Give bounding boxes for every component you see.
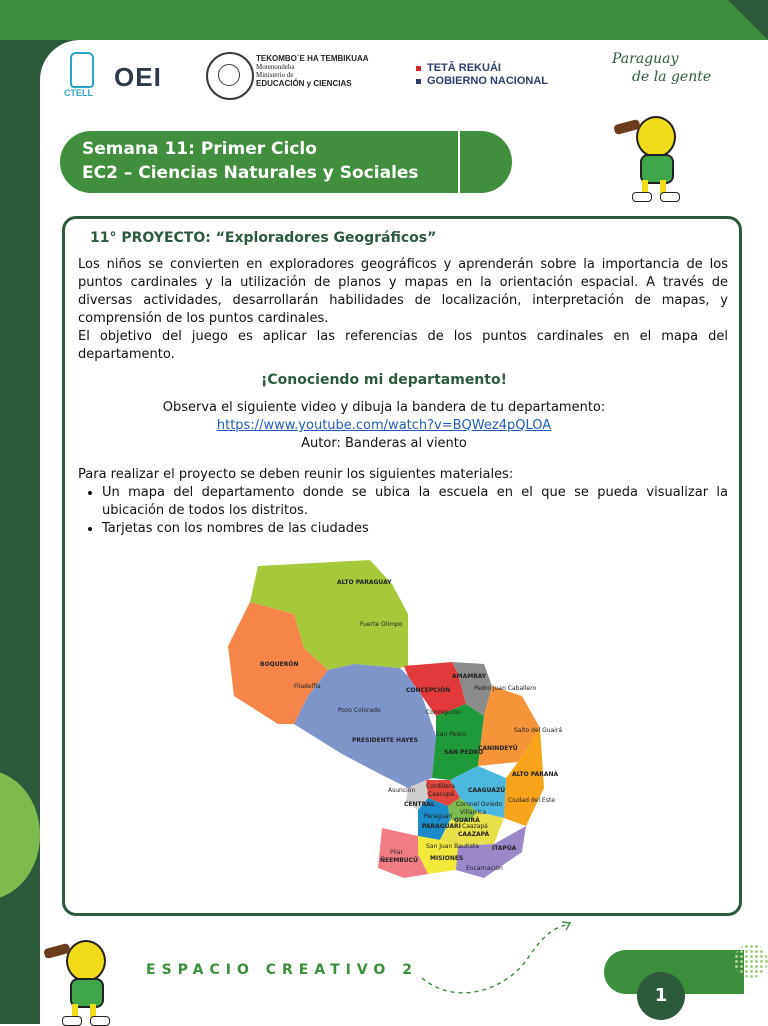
left-bottom-decoration	[0, 900, 40, 1024]
map-city-label: Pilar	[390, 849, 403, 856]
map-city-label: Concepción	[426, 709, 461, 716]
section-subtitle: ¡Conociendo mi departamento!	[261, 372, 507, 388]
project-paragraph-1: Los niños se convierten en exploradores geográficos y aprenderán sobre la importancia de los puntos cardinales y la utilización de planos y mapas en la orientación espacial. A través de diversas actividades, desarrollarán habilidades de localización, interpretación de mapas, y comprensión de los puntos cardinales.	[78, 257, 728, 326]
paraguay-map-svg	[222, 556, 563, 886]
map-city-label: Filadelfia	[294, 683, 321, 690]
brand-line1: Paraguay	[612, 51, 679, 67]
ministry-logo	[256, 54, 369, 88]
map-label: CENTRAL	[404, 801, 435, 808]
map-label: ÑEEMBUCÚ	[380, 857, 418, 864]
dashed-arrow-decoration	[418, 918, 578, 1002]
map-label: CAAZAPÁ	[458, 831, 490, 838]
explorer-mascot-illustration-bottom	[44, 936, 124, 1026]
government-logo	[416, 62, 548, 88]
brand-line2: de la gente	[632, 69, 712, 85]
materials-list	[78, 484, 728, 538]
map-label: Cordillera	[426, 783, 455, 790]
logo-bar	[60, 44, 720, 110]
map-city-label: Coronel Oviedo	[456, 801, 503, 808]
map-label: CANINDEYÚ	[478, 745, 518, 752]
oei-logo: OEI	[114, 62, 162, 92]
ministry-line3: Ministerio de	[256, 71, 294, 79]
map-label: AMAMBAY	[452, 673, 487, 680]
map-city-label: Pozo Colorado	[338, 707, 381, 714]
page-number: 1	[637, 972, 685, 1020]
map-city-label: Paraguarí	[424, 813, 453, 820]
hand-icon	[70, 52, 94, 88]
video-link[interactable]: https://www.youtube.com/watch?v=BQWez4pQLOA	[216, 418, 552, 433]
explorer-mascot-illustration	[614, 112, 694, 202]
map-city-label: Villarrica	[460, 809, 487, 816]
national-seal-icon	[206, 52, 254, 100]
map-label: PARAGUARÍ	[422, 823, 461, 830]
project-title: 11° PROYECTO: “Exploradores Geográficos”	[90, 230, 437, 246]
project-paragraph-2: El objetivo del juego es aplicar las referencias de los puntos cardinales en el mapa del departamento.	[78, 329, 728, 362]
map-label: SAN PEDRO	[444, 749, 484, 756]
footer-label: ESPACIO CREATIVO 2	[146, 962, 418, 978]
map-label: ITAPÚA	[492, 845, 517, 852]
map-label: ALTO PARAGUAY	[337, 579, 392, 586]
map-label: ALTO PARANÁ	[512, 771, 559, 778]
ctell-label: CTELL	[64, 88, 93, 98]
list-item: • Tarjetas con los nombres de las ciudades	[102, 520, 728, 538]
red-square-icon	[416, 66, 421, 71]
dots-decoration	[734, 944, 768, 978]
materials-intro: Para realizar el proyecto se deben reunir los siguientes materiales:	[78, 467, 514, 482]
ministry-line1: TEKOMBO´E HA TEMBIKUAA	[256, 54, 369, 63]
week-title: Semana 11: Primer Ciclo	[82, 139, 317, 159]
map-city-label: Fuerte Olimpo	[360, 621, 403, 628]
map-city-label: Caazapá	[462, 823, 488, 830]
map-label: CAAGUAZÚ	[468, 787, 506, 794]
map-label: PRESIDENTE HAYES	[352, 737, 418, 744]
map-city-label: Salto del Guairá	[514, 727, 563, 734]
map-city-label: San Juan Bautista	[426, 843, 479, 850]
map-label: BOQUERÓN	[260, 661, 299, 668]
blue-square-icon	[416, 79, 421, 84]
map-label: GUAIRÁ	[454, 817, 480, 824]
map-city-label: Pedro Juan Caballero	[474, 685, 537, 692]
gov-line2: GOBIERNO NACIONAL	[427, 75, 548, 87]
course-title: EC2 – Ciencias Naturales y Sociales	[82, 163, 419, 183]
paraguay-brand-logo	[612, 50, 711, 86]
map-city-label: Caacupé	[428, 791, 455, 798]
map-city-label: Asunción	[388, 787, 416, 794]
video-instruction: Observa el siguiente video y dibuja la bandera de tu departamento:	[162, 400, 606, 415]
video-author: Autor: Banderas al viento	[301, 436, 467, 451]
corner-decoration	[728, 0, 768, 40]
top-strip	[0, 0, 768, 40]
week-banner-text	[82, 137, 419, 185]
map-label: MISIONES	[430, 855, 464, 862]
ctell-logo	[64, 50, 96, 106]
gov-line1: TETÃ REKUÁI	[427, 62, 501, 74]
map-label: CONCEPCIÓN	[406, 687, 451, 694]
ministry-line4: EDUCACIÓN y CIENCIAS	[256, 79, 352, 88]
ministry-line2: Motenondeha	[256, 63, 295, 71]
map-city-label: Encarnación	[466, 865, 503, 872]
map-city-label: Ciudad del Este	[508, 797, 555, 804]
list-item: • Un mapa del departamento donde se ubica la escuela en el que se pueda visualizar la ubicación de todos los distritos.	[102, 484, 728, 520]
paraguay-map	[222, 556, 563, 886]
map-city-label: San Pedro	[436, 731, 467, 738]
